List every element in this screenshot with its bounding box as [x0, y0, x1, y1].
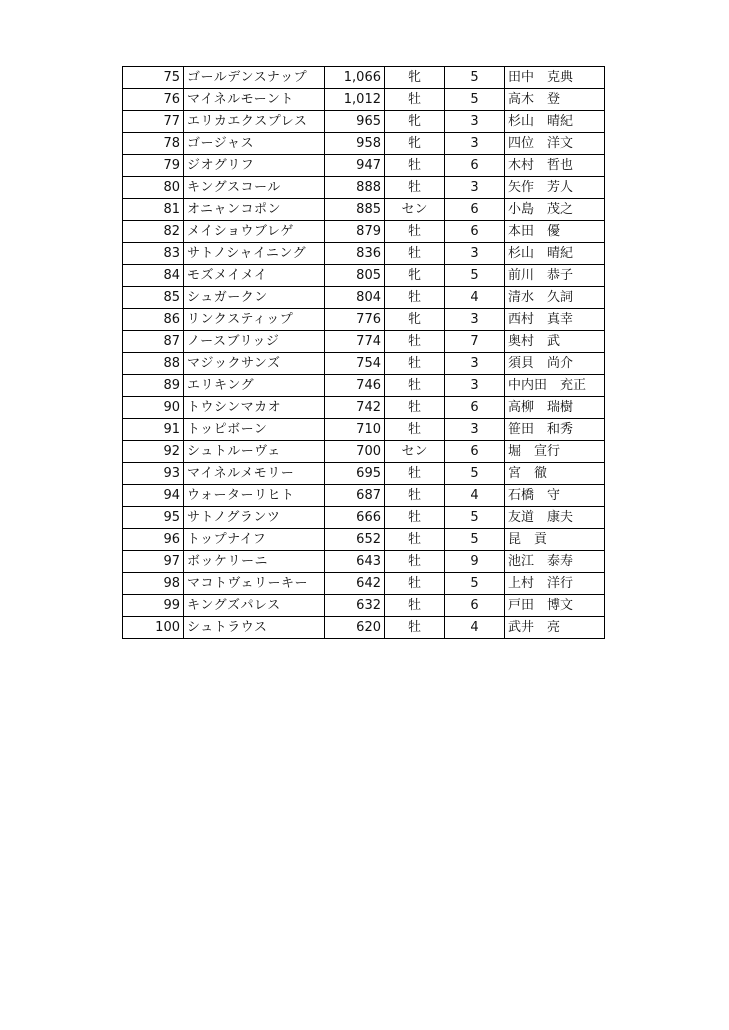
horse-name-cell: マコトヴェリーキー: [184, 573, 325, 595]
rank-cell: 88: [123, 353, 184, 375]
trainer-cell: 奥村 武: [505, 331, 605, 353]
points-cell: 710: [325, 419, 385, 441]
trainer-cell: 宮 徹: [505, 463, 605, 485]
sex-cell: 牡: [385, 463, 445, 485]
sex-cell: 牡: [385, 243, 445, 265]
sex-cell: セン: [385, 441, 445, 463]
points-cell: 1,012: [325, 89, 385, 111]
trainer-cell: 武井 亮: [505, 617, 605, 639]
points-cell: 805: [325, 265, 385, 287]
trainer-cell: 須貝 尚介: [505, 353, 605, 375]
trainer-cell: 高木 登: [505, 89, 605, 111]
trainer-cell: 本田 優: [505, 221, 605, 243]
points-cell: 947: [325, 155, 385, 177]
age-cell: 6: [445, 221, 505, 243]
age-cell: 5: [445, 265, 505, 287]
rank-cell: 87: [123, 331, 184, 353]
sex-cell: 牝: [385, 309, 445, 331]
points-cell: 888: [325, 177, 385, 199]
sex-cell: 牡: [385, 551, 445, 573]
table-row: [123, 287, 605, 309]
sex-cell: 牡: [385, 419, 445, 441]
points-cell: 776: [325, 309, 385, 331]
table-row: [123, 331, 605, 353]
table-row: [123, 375, 605, 397]
points-cell: 620: [325, 617, 385, 639]
rank-cell: 84: [123, 265, 184, 287]
table-row: [123, 595, 605, 617]
ranking-sheet: [122, 66, 605, 639]
age-cell: 5: [445, 89, 505, 111]
table-row: [123, 419, 605, 441]
table-row: [123, 265, 605, 287]
sex-cell: 牡: [385, 617, 445, 639]
sex-cell: 牡: [385, 155, 445, 177]
horse-name-cell: メイショウブレゲ: [184, 221, 325, 243]
points-cell: 742: [325, 397, 385, 419]
age-cell: 5: [445, 573, 505, 595]
trainer-cell: 四位 洋文: [505, 133, 605, 155]
horse-name-cell: ゴールデンスナップ: [184, 67, 325, 89]
points-cell: 695: [325, 463, 385, 485]
sex-cell: 牝: [385, 111, 445, 133]
age-cell: 3: [445, 243, 505, 265]
sex-cell: 牡: [385, 375, 445, 397]
sex-cell: 牝: [385, 265, 445, 287]
sex-cell: セン: [385, 199, 445, 221]
trainer-cell: 池江 泰寿: [505, 551, 605, 573]
sex-cell: 牡: [385, 397, 445, 419]
horse-name-cell: トウシンマカオ: [184, 397, 325, 419]
horse-name-cell: トッピボーン: [184, 419, 325, 441]
age-cell: 4: [445, 617, 505, 639]
sex-cell: 牡: [385, 221, 445, 243]
points-cell: 652: [325, 529, 385, 551]
age-cell: 3: [445, 177, 505, 199]
rank-cell: 77: [123, 111, 184, 133]
rank-cell: 89: [123, 375, 184, 397]
horse-name-cell: シュガークン: [184, 287, 325, 309]
horse-name-cell: ボッケリーニ: [184, 551, 325, 573]
rank-cell: 94: [123, 485, 184, 507]
age-cell: 4: [445, 485, 505, 507]
table-row: [123, 199, 605, 221]
points-cell: 804: [325, 287, 385, 309]
points-cell: 885: [325, 199, 385, 221]
trainer-cell: 前川 恭子: [505, 265, 605, 287]
points-cell: 642: [325, 573, 385, 595]
points-cell: 879: [325, 221, 385, 243]
age-cell: 6: [445, 595, 505, 617]
horse-name-cell: ノースブリッジ: [184, 331, 325, 353]
rank-cell: 93: [123, 463, 184, 485]
table-row: [123, 67, 605, 89]
age-cell: 3: [445, 133, 505, 155]
sex-cell: 牡: [385, 507, 445, 529]
rank-cell: 82: [123, 221, 184, 243]
rank-cell: 83: [123, 243, 184, 265]
points-cell: 687: [325, 485, 385, 507]
age-cell: 3: [445, 419, 505, 441]
rank-cell: 79: [123, 155, 184, 177]
points-cell: 958: [325, 133, 385, 155]
points-cell: 754: [325, 353, 385, 375]
horse-name-cell: トップナイフ: [184, 529, 325, 551]
table-row: [123, 177, 605, 199]
age-cell: 3: [445, 353, 505, 375]
points-cell: 632: [325, 595, 385, 617]
horse-name-cell: ゴージャス: [184, 133, 325, 155]
sex-cell: 牡: [385, 529, 445, 551]
table-row: [123, 111, 605, 133]
rank-cell: 85: [123, 287, 184, 309]
rank-cell: 95: [123, 507, 184, 529]
age-cell: 6: [445, 397, 505, 419]
horse-name-cell: サトノシャイニング: [184, 243, 325, 265]
trainer-cell: 石橋 守: [505, 485, 605, 507]
sex-cell: 牡: [385, 595, 445, 617]
table-row: [123, 573, 605, 595]
points-cell: 643: [325, 551, 385, 573]
trainer-cell: 杉山 晴紀: [505, 243, 605, 265]
sex-cell: 牝: [385, 133, 445, 155]
sex-cell: 牡: [385, 485, 445, 507]
age-cell: 3: [445, 309, 505, 331]
table-row: [123, 243, 605, 265]
trainer-cell: 昆 貢: [505, 529, 605, 551]
points-cell: 965: [325, 111, 385, 133]
trainer-cell: 西村 真幸: [505, 309, 605, 331]
trainer-cell: 杉山 晴紀: [505, 111, 605, 133]
age-cell: 5: [445, 507, 505, 529]
rank-cell: 80: [123, 177, 184, 199]
horse-name-cell: ジオグリフ: [184, 155, 325, 177]
trainer-cell: 友道 康夫: [505, 507, 605, 529]
table-row: [123, 155, 605, 177]
horse-name-cell: エリキング: [184, 375, 325, 397]
points-cell: 666: [325, 507, 385, 529]
horse-name-cell: シュトラウス: [184, 617, 325, 639]
table-row: [123, 397, 605, 419]
rank-cell: 81: [123, 199, 184, 221]
horse-name-cell: エリカエクスプレス: [184, 111, 325, 133]
sex-cell: 牡: [385, 353, 445, 375]
age-cell: 6: [445, 199, 505, 221]
points-cell: 746: [325, 375, 385, 397]
age-cell: 5: [445, 67, 505, 89]
age-cell: 3: [445, 375, 505, 397]
horse-name-cell: リンクスティップ: [184, 309, 325, 331]
table-row: [123, 441, 605, 463]
points-cell: 1,066: [325, 67, 385, 89]
table-row: [123, 617, 605, 639]
rank-cell: 97: [123, 551, 184, 573]
ranking-table-body: [123, 67, 605, 639]
points-cell: 700: [325, 441, 385, 463]
trainer-cell: 矢作 芳人: [505, 177, 605, 199]
rank-cell: 98: [123, 573, 184, 595]
table-row: [123, 463, 605, 485]
sex-cell: 牝: [385, 67, 445, 89]
points-cell: 774: [325, 331, 385, 353]
age-cell: 4: [445, 287, 505, 309]
trainer-cell: 戸田 博文: [505, 595, 605, 617]
rank-cell: 92: [123, 441, 184, 463]
trainer-cell: 中内田 充正: [505, 375, 605, 397]
age-cell: 6: [445, 155, 505, 177]
rank-cell: 99: [123, 595, 184, 617]
sex-cell: 牡: [385, 177, 445, 199]
sex-cell: 牡: [385, 287, 445, 309]
rank-cell: 96: [123, 529, 184, 551]
ranking-table: [122, 66, 605, 639]
rank-cell: 90: [123, 397, 184, 419]
age-cell: 9: [445, 551, 505, 573]
horse-name-cell: ウォーターリヒト: [184, 485, 325, 507]
table-row: [123, 133, 605, 155]
horse-name-cell: マイネルメモリー: [184, 463, 325, 485]
sex-cell: 牡: [385, 573, 445, 595]
rank-cell: 75: [123, 67, 184, 89]
horse-name-cell: キングズパレス: [184, 595, 325, 617]
age-cell: 3: [445, 111, 505, 133]
table-row: [123, 551, 605, 573]
age-cell: 5: [445, 529, 505, 551]
horse-name-cell: マイネルモーント: [184, 89, 325, 111]
horse-name-cell: オニャンコポン: [184, 199, 325, 221]
trainer-cell: 高柳 瑞樹: [505, 397, 605, 419]
horse-name-cell: サトノグランツ: [184, 507, 325, 529]
horse-name-cell: シュトルーヴェ: [184, 441, 325, 463]
rank-cell: 78: [123, 133, 184, 155]
horse-name-cell: マジックサンズ: [184, 353, 325, 375]
sex-cell: 牡: [385, 331, 445, 353]
trainer-cell: 上村 洋行: [505, 573, 605, 595]
trainer-cell: 笹田 和秀: [505, 419, 605, 441]
age-cell: 5: [445, 463, 505, 485]
table-row: [123, 529, 605, 551]
trainer-cell: 田中 克典: [505, 67, 605, 89]
table-row: [123, 221, 605, 243]
table-row: [123, 89, 605, 111]
trainer-cell: 堀 宣行: [505, 441, 605, 463]
age-cell: 7: [445, 331, 505, 353]
sex-cell: 牡: [385, 89, 445, 111]
table-row: [123, 507, 605, 529]
trainer-cell: 小島 茂之: [505, 199, 605, 221]
horse-name-cell: キングスコール: [184, 177, 325, 199]
rank-cell: 91: [123, 419, 184, 441]
table-row: [123, 309, 605, 331]
trainer-cell: 清水 久詞: [505, 287, 605, 309]
rank-cell: 86: [123, 309, 184, 331]
table-row: [123, 353, 605, 375]
age-cell: 6: [445, 441, 505, 463]
points-cell: 836: [325, 243, 385, 265]
horse-name-cell: モズメイメイ: [184, 265, 325, 287]
table-row: [123, 485, 605, 507]
trainer-cell: 木村 哲也: [505, 155, 605, 177]
rank-cell: 100: [123, 617, 184, 639]
rank-cell: 76: [123, 89, 184, 111]
